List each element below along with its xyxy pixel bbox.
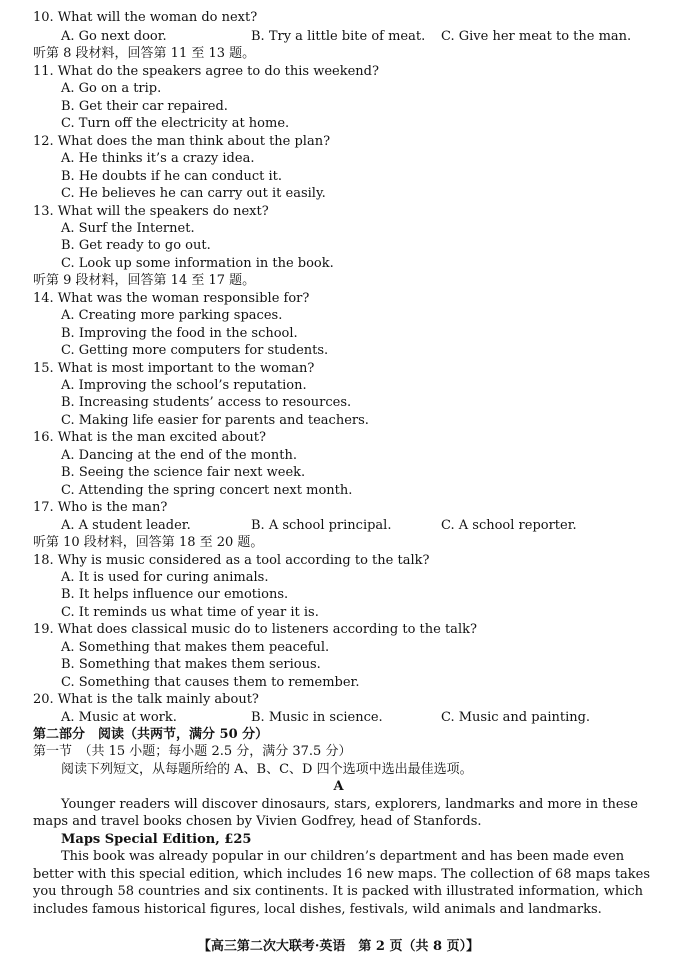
question-line: 14. What was the woman responsible for?	[33, 290, 310, 306]
question-line: 18. Why is music considered as a tool according to the talk?	[33, 552, 430, 568]
option-b: B. Try a little bite of meat.	[251, 29, 426, 44]
option-line: C. Attending the spring concert next month.	[61, 482, 353, 498]
option-line: A. Creating more parking spaces.	[61, 308, 283, 324]
paragraph-first-line: 阅读下列短文，从每题所给的 A、B、C、D 四个选项中选出最佳选项。	[61, 761, 473, 777]
passage-label: A	[333, 779, 344, 795]
option-line: A. Dancing at the end of the month.	[61, 447, 297, 463]
option-line: A. Improving the school’s reputation.	[61, 378, 307, 393]
question-line: 15. What is most important to the woman?	[33, 360, 315, 376]
option-line: A. Go on a trip.	[61, 81, 162, 97]
option-line: C. Making life easier for parents and teachers.	[61, 412, 369, 428]
option-line: C. Getting more computers for students.	[61, 343, 329, 359]
section-instruction: 听第 10 段材料，回答第 18 至 20 题。	[33, 535, 264, 551]
option-line: B. He doubts if he can conduct it.	[61, 168, 283, 184]
section-instruction: 听第 8 段材料，回答第 11 至 13 题。	[33, 46, 256, 62]
question-line: 16. What is the man excited about?	[33, 430, 266, 446]
option-c: C. Music and painting.	[441, 709, 591, 725]
page-footer: 【高三第二次大联考·英语 第 2 页（共 8 页）】	[197, 939, 480, 954]
option-line: C. He believes he can carry out it easily.	[61, 186, 326, 202]
option-line: C. It reminds us what time of year it is.	[61, 604, 319, 620]
option-line: A. Something that makes them peaceful.	[61, 639, 330, 655]
paragraph-line: better with this special edition, which includes 16 new maps. The collection of 68 maps takes	[33, 866, 651, 882]
option-line: B. Increasing students’ access to resources.	[61, 395, 352, 411]
option-a: A. Music at work.	[61, 709, 177, 725]
option-line: C. Something that causes them to remember.	[61, 674, 360, 690]
option-b: B. A school principal.	[251, 517, 392, 533]
option-line: B. Something that makes them serious.	[61, 657, 321, 673]
option-line: A. It is used for curing animals.	[61, 569, 269, 585]
question-line: 13. What will the speakers do next?	[33, 203, 269, 219]
section-instruction: 听第 9 段材料，回答第 14 至 17 题。	[33, 273, 256, 289]
paragraph-line: includes famous historical figures, local dishes, festivals, wild animals and landmarks.	[33, 901, 602, 917]
option-line: B. Seeing the science fair next week.	[61, 465, 306, 481]
option-c: C. A school reporter.	[441, 517, 577, 533]
book-heading: Maps Special Edition, £25	[61, 831, 252, 847]
option-a: A. Go next door.	[61, 29, 167, 44]
section-instruction: 第一节 （共 15 小题；每小题 2.5 分，满分 37.5 分）	[33, 744, 352, 760]
part-heading: 第二部分 阅读（共两节，满分 50 分）	[33, 727, 269, 742]
option-line: B. Improving the food in the school.	[61, 325, 298, 341]
paragraph-line: maps and travel books chosen by Vivien Godfrey, head of Stanfords.	[33, 814, 482, 830]
option-line: A. He thinks it’s a crazy idea.	[61, 151, 255, 167]
option-line: B. It helps influence our emotions.	[61, 587, 289, 603]
option-line: C. Turn off the electricity at home.	[61, 116, 290, 132]
option-a: A. A student leader.	[61, 517, 191, 533]
options-row	[0, 517, 677, 534]
question-10: 10. What will the woman do next?	[33, 10, 258, 25]
option-line: B. Get their car repaired.	[61, 98, 228, 114]
paragraph-line: you through 58 countries and six continents. It is packed with illustrated information, which	[33, 884, 644, 900]
question-line: 19. What does classical music do to listeners according to the talk?	[33, 622, 477, 638]
option-c: C. Give her meat to the man.	[441, 29, 632, 44]
option-line: A. Surf the Internet.	[61, 220, 195, 236]
paragraph-first-line: Younger readers will discover dinosaurs, stars, explorers, landmarks and more in these	[61, 796, 638, 812]
question-line: 17. Who is the man?	[33, 500, 168, 516]
option-b: B. Music in science.	[251, 709, 383, 725]
paragraph-first-line: This book was already popular in our children’s department and has been made even	[61, 849, 625, 865]
options-row	[0, 709, 677, 726]
question-line: 11. What do the speakers agree to do this weekend?	[33, 63, 379, 79]
options-row	[0, 28, 677, 45]
option-line: B. Get ready to go out.	[61, 238, 211, 254]
question-line: 12. What does the man think about the plan?	[33, 133, 331, 149]
option-line: C. Look up some information in the book.	[61, 255, 334, 271]
question-line: 20. What is the talk mainly about?	[33, 692, 259, 708]
